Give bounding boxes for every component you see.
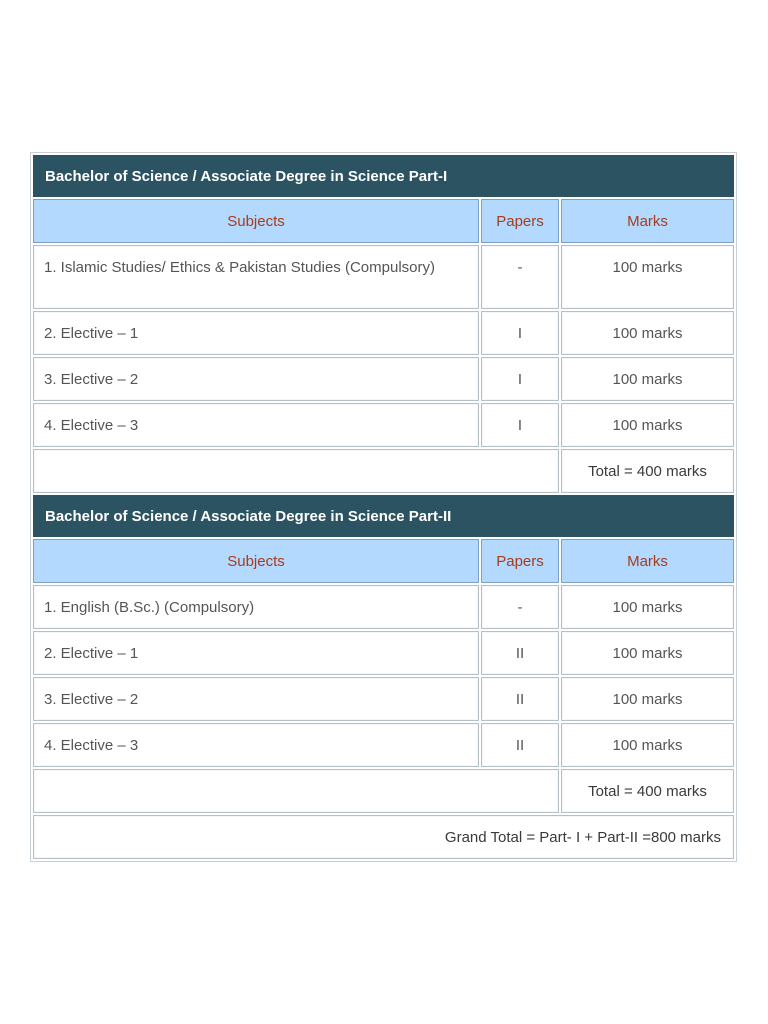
empty-cell: [33, 449, 559, 493]
paper-cell: -: [481, 245, 559, 309]
subject-cell: 4. Elective – 3: [33, 403, 479, 447]
marks-cell: 100 marks: [561, 723, 734, 767]
subject-cell: 1. Islamic Studies/ Ethics & Pakistan Studies (Compulsory): [33, 245, 479, 309]
marks-cell: 100 marks: [561, 245, 734, 309]
paper-cell: I: [481, 311, 559, 355]
subject-cell: 3. Elective – 2: [33, 677, 479, 721]
table-row: [33, 245, 734, 309]
subject-cell: 2. Elective – 1: [33, 311, 479, 355]
marks-cell: 100 marks: [561, 631, 734, 675]
table-row: [33, 677, 734, 721]
part2-total-row: [33, 769, 734, 813]
part1-title-row: [33, 155, 734, 197]
part1-header-row: [33, 199, 734, 243]
paper-cell: II: [481, 677, 559, 721]
grand-total-row: [33, 815, 734, 859]
paper-cell: -: [481, 585, 559, 629]
part1-header-subjects: Subjects: [33, 199, 479, 243]
table-row: [33, 357, 734, 401]
subject-cell: 2. Elective – 1: [33, 631, 479, 675]
marks-cell: 100 marks: [561, 403, 734, 447]
marks-cell: 100 marks: [561, 357, 734, 401]
part1-total: Total = 400 marks: [561, 449, 734, 493]
marks-cell: 100 marks: [561, 311, 734, 355]
part2-header-row: [33, 539, 734, 583]
empty-cell: [33, 769, 559, 813]
paper-cell: I: [481, 357, 559, 401]
table-row: [33, 311, 734, 355]
part2-header-marks: Marks: [561, 539, 734, 583]
table-row: [33, 585, 734, 629]
part1-header-papers: Papers: [481, 199, 559, 243]
paper-cell: I: [481, 403, 559, 447]
paper-cell: II: [481, 723, 559, 767]
paper-cell: II: [481, 631, 559, 675]
grand-total: Grand Total = Part- I + Part-II =800 marks: [33, 815, 734, 859]
part1-title: Bachelor of Science / Associate Degree in Science Part-I: [33, 155, 734, 197]
marks-cell: 100 marks: [561, 677, 734, 721]
part2-title-row: [33, 495, 734, 537]
part2-total: Total = 400 marks: [561, 769, 734, 813]
part1-total-row: [33, 449, 734, 493]
subject-cell: 1. English (B.Sc.) (Compulsory): [33, 585, 479, 629]
table-row: [33, 631, 734, 675]
part2-header-subjects: Subjects: [33, 539, 479, 583]
marks-cell: 100 marks: [561, 585, 734, 629]
table-row: [33, 723, 734, 767]
subject-cell: 4. Elective – 3: [33, 723, 479, 767]
part2-header-papers: Papers: [481, 539, 559, 583]
part2-title: Bachelor of Science / Associate Degree in Science Part-II: [33, 495, 734, 537]
scheme-of-studies: [30, 152, 735, 862]
table-row: [33, 403, 734, 447]
part1-header-marks: Marks: [561, 199, 734, 243]
subject-cell: 3. Elective – 2: [33, 357, 479, 401]
scheme-table: [30, 152, 737, 862]
